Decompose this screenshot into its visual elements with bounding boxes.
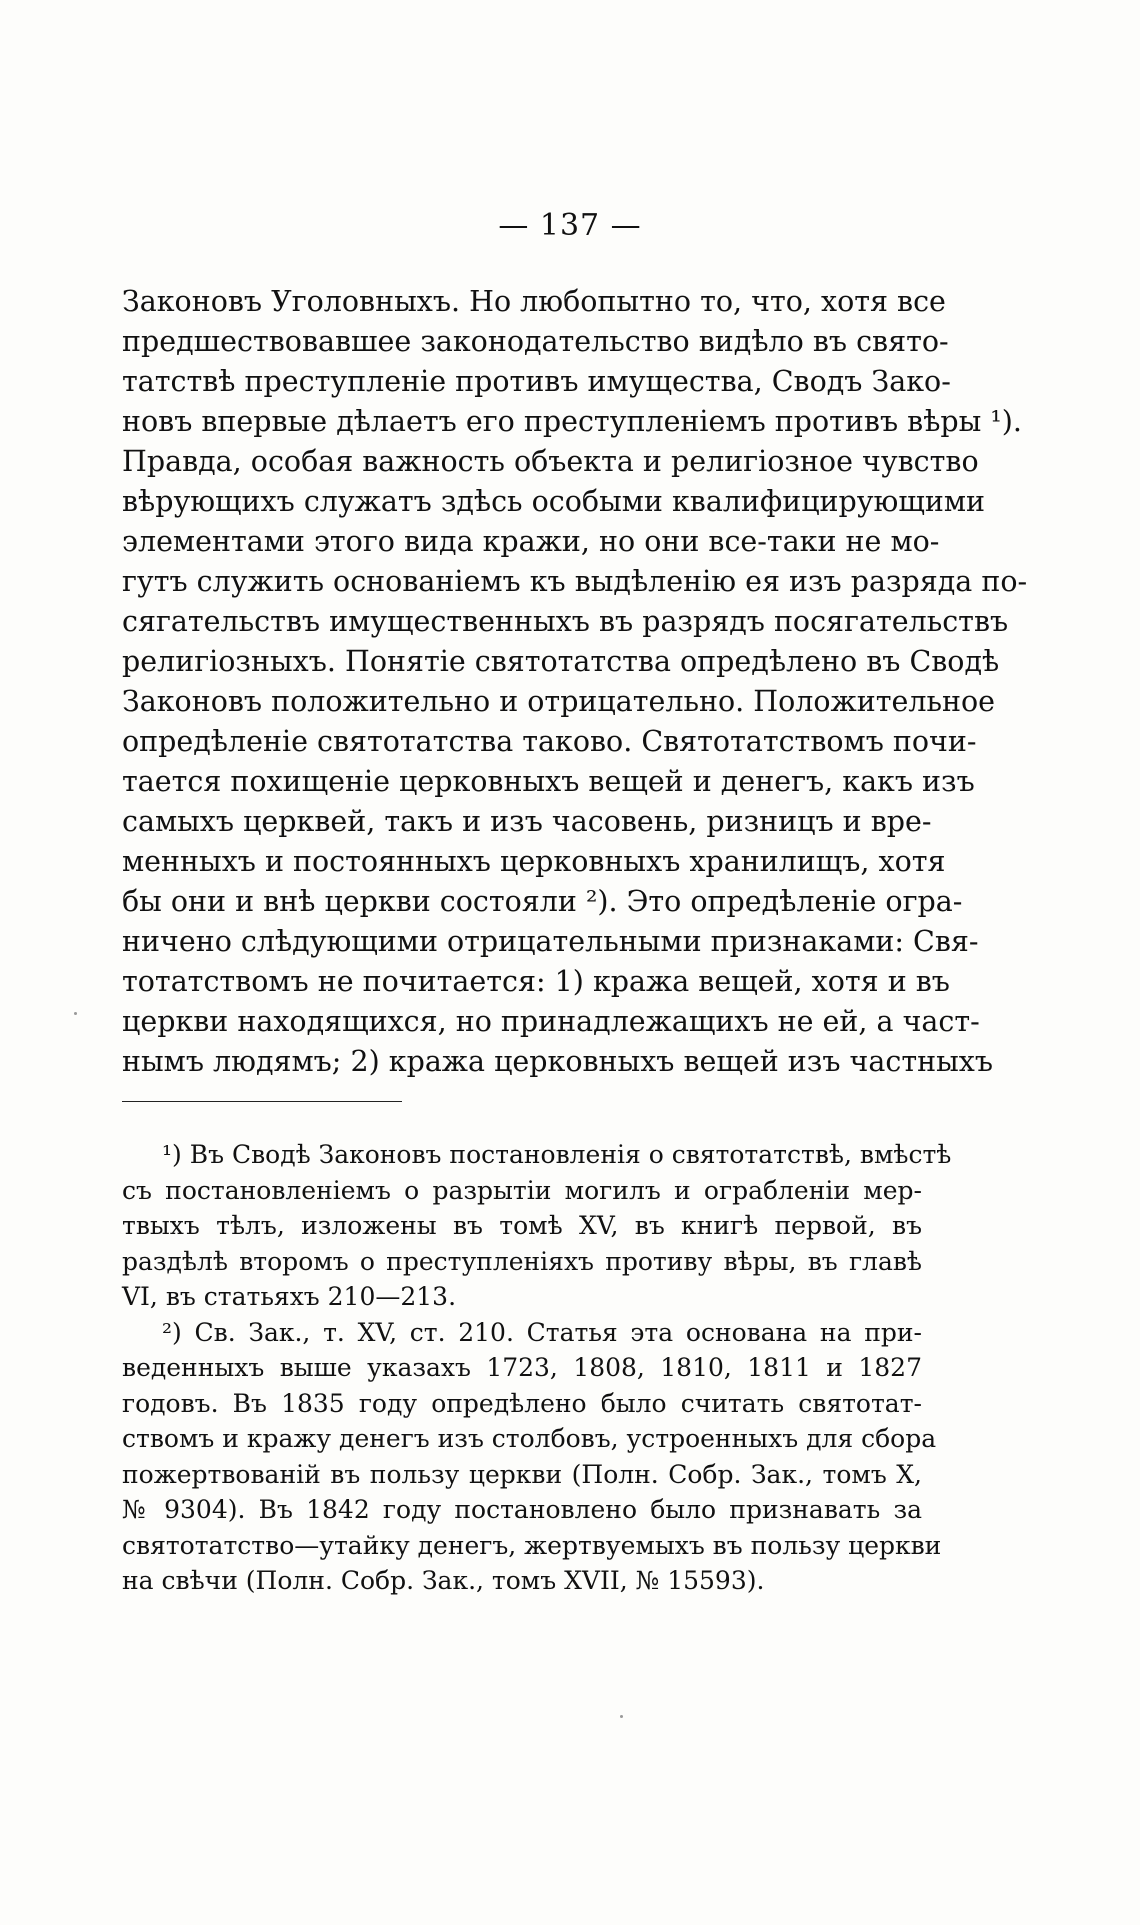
body-line: предшествовавшее законодательство видѣло въ свято- xyxy=(122,325,949,358)
footnotes xyxy=(122,1137,952,1599)
page-number: — 137 — xyxy=(498,208,642,243)
footnote-1 xyxy=(122,1137,952,1315)
body-line: церкви находящихся, но принадлежащихъ не ей, а част- xyxy=(122,1005,980,1038)
footnote-2 xyxy=(122,1315,942,1599)
footnote-line: годовъ. Въ 1835 году опредѣлено было считать святотат- xyxy=(122,1388,922,1418)
footnote-line: ¹) Въ Сводѣ Законовъ постановленія о святотатствѣ, вмѣстѣ xyxy=(162,1140,952,1169)
footnote-line: на свѣчи (Полн. Собр. Зак., томъ XVII, № 15593). xyxy=(122,1566,765,1595)
body-line: бы они и внѣ церкви состояли ²). Это опредѣленіе огра- xyxy=(122,885,963,918)
body-line: элементами этого вида кражи, но они все-таки не мо- xyxy=(122,525,940,558)
footnote-line: № 9304). Въ 1842 году постановлено было признавать за xyxy=(122,1495,922,1524)
footnote-separator xyxy=(122,1101,402,1102)
footnote-line: пожертвованій въ пользу церкви (Полн. Собр. Зак., томъ X, xyxy=(122,1459,922,1489)
footnote-line: ствомъ и кражу денегъ изъ столбовъ, устроенныхъ для сбора xyxy=(122,1424,937,1453)
body-line: нымъ людямъ; 2) кража церковныхъ вещей изъ частныхъ xyxy=(122,1045,993,1078)
footnote-line: съ постановленіемъ о разрытіи могилъ и ограбленіи мер- xyxy=(122,1175,922,1205)
body-line: татствѣ преступленіе противъ имущества, Сводъ Зако- xyxy=(122,365,951,398)
footnote-line: веденныхъ выше указахъ 1723, 1808, 1810, 1811 и 1827 xyxy=(122,1353,922,1382)
body-line: тотатствомъ не почитается: 1) кража вещей, хотя и въ xyxy=(122,965,950,998)
body-line: самыхъ церквей, такъ и изъ часовень, ризницъ и вре- xyxy=(122,805,932,838)
body-line: менныхъ и постоянныхъ церковныхъ хранилищъ, хотя xyxy=(122,845,946,878)
body-line: новъ впервые дѣлаетъ его преступленіемъ противъ вѣры ¹). xyxy=(122,405,1022,438)
body-line: тается похищеніе церковныхъ вещей и денегъ, какъ изъ xyxy=(122,765,975,798)
body-line: Законовъ положительно и отрицательно. Положительное xyxy=(122,685,996,718)
body-line: опредѣленіе святотатства таково. Святотатствомъ почи- xyxy=(122,725,977,758)
footnote-line: твыхъ тѣлъ, изложены въ томѣ XV, въ книгѣ первой, въ xyxy=(122,1211,922,1240)
body-line: гутъ служить основаніемъ къ выдѣленію ея изъ разряда по- xyxy=(122,565,1028,598)
body-line: религіозныхъ. Понятіе святотатства опредѣлено въ Сводѣ xyxy=(122,645,1000,678)
footnote-line: VI, въ статьяхъ 210—213. xyxy=(122,1282,457,1311)
footnote-line: святотатство—утайку денегъ, жертвуемыхъ въ пользу церкви xyxy=(122,1530,942,1560)
scan-speck xyxy=(74,1012,77,1015)
footnote-line: раздѣлѣ второмъ о преступленіяхъ противу вѣры, въ главѣ xyxy=(122,1246,922,1276)
body-line: сягательствъ имущественныхъ въ разрядъ посягательствъ xyxy=(122,605,1009,638)
body-line: вѣрующихъ служатъ здѣсь особыми квалифицирующими xyxy=(122,485,986,518)
body-text xyxy=(122,282,1028,1082)
body-line: Правда, особая важность объекта и религіозное чувство xyxy=(122,445,979,478)
scan-speck xyxy=(620,1715,623,1718)
body-line: Законовъ Уголовныхъ. Но любопытно то, что, хотя все xyxy=(122,285,946,318)
footnote-line: ²) Св. Зак., т. XV, ст. 210. Статья эта основана на при- xyxy=(162,1317,922,1347)
body-line: ничено слѣдующими отрицательными признаками: Свя- xyxy=(122,925,979,958)
